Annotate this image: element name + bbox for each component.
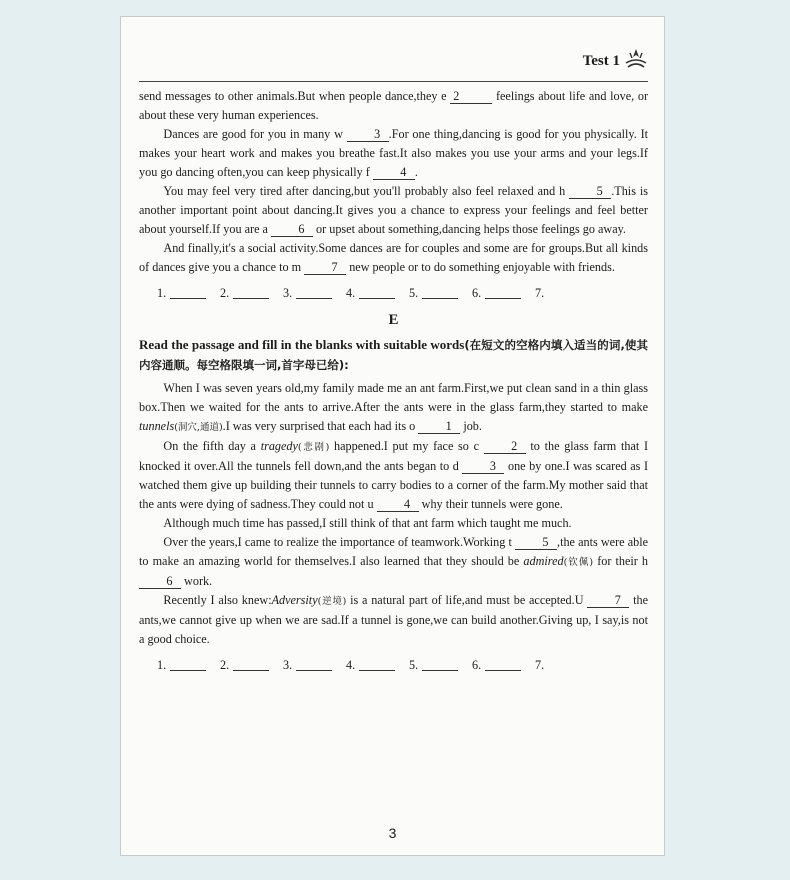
workbook-page <box>120 16 665 856</box>
section-e-instruction: Read the passage and fill in the blanks with suitable words(在短文的空格内填入适当的词,使其内容通顺。每空格限填一词,首字母已给): <box>139 337 649 372</box>
answer-slot[interactable]: 3. <box>283 656 346 675</box>
blank-6: 6 <box>271 222 313 237</box>
blank-7: 7 <box>587 593 629 608</box>
blank-3: 3 <box>347 127 389 142</box>
blank-3: 3 <box>462 459 504 474</box>
answer-slot[interactable]: 3. <box>283 284 346 303</box>
answer-slot[interactable]: 6. <box>472 284 535 303</box>
answer-slot[interactable]: 5. <box>409 656 472 675</box>
passage-e-paragraph-1: When I was seven years old,my family made me an ant farm.First,we put clean sand in a thin glass box.Then we waited for the ants to arrive.After the ants were in the glass farm,they started to make tunnels(洞穴,通道).I was very surprised that each had its o 1 job. <box>139 381 648 433</box>
answer-slot[interactable]: 4. <box>346 656 409 675</box>
passage-d-paragraph-2: Dances are good for you in many w 3 .For one thing,dancing is good for you physically. It makes your heart work and makes you breathe fast.It also makes you use your arms and your legs.If you go dancing often,you can keep physically f 4 . <box>139 127 649 179</box>
answer-slot[interactable]: 2. <box>220 656 283 675</box>
answer-slot[interactable]: 7. <box>535 286 545 300</box>
blank-1: 1 <box>418 419 460 434</box>
answer-row-d <box>139 284 648 303</box>
answer-slot[interactable]: 7. <box>535 658 545 672</box>
answer-slot[interactable]: 5. <box>409 284 472 303</box>
blank-5: 5 <box>569 184 611 199</box>
blank-4: 4 <box>373 165 415 180</box>
passage-e-paragraph-5: Recently I also knew:Adversity(逆境) is a natural part of life,and must be accepted.U 7 the ants,we cannot give up when we are sad.If a tunnel is gone,we can build another.Giving up, I say,is not a good choice. <box>139 593 648 646</box>
page-number: 3 <box>388 825 397 841</box>
answer-slot[interactable]: 2. <box>220 284 283 303</box>
answer-slot[interactable]: 1. <box>157 284 220 303</box>
answer-row-e <box>139 656 648 675</box>
passage-d-paragraph-3: You may feel very tired after dancing,but you'll probably also feel relaxed and h 5 .This is another important point about dancing.It gives you a chance to express your feelings and feel better about yourself.If you are a 6 or upset about something,dancing helps those feelings go away. <box>139 184 649 236</box>
passage-e-paragraph-3: Although much time has passed,I still think of that ant farm which taught me much. <box>163 516 572 530</box>
passage-d-paragraph-4: And finally,it's a social activity.Some dances are for couples and some are for groups.But all kinds of dances give you a chance to m 7 new people or to do something enjoyable with friends. <box>139 241 648 274</box>
page-header <box>139 47 648 82</box>
passage-e-paragraph-4: Over the years,I came to realize the importance of teamwork.Working t 5 ,the ants were able to make an amazing world for themselves.I also learned that they should be admired(钦佩) for their h 6 work. <box>139 535 648 588</box>
blank-4: 4 <box>377 497 419 512</box>
section-e-heading: E <box>388 312 399 328</box>
answer-slot[interactable]: 6. <box>472 656 535 675</box>
passage-d-paragraph-1: send messages to other animals.But when people dance,they e 2 feelings about life and love, or about these very human experiences. <box>139 89 649 122</box>
book-logo-icon <box>624 47 648 73</box>
passage-e-paragraph-2: On the fifth day a tragedy(悲剧) happened.I put my face so c 2 to the glass farm that I knocked it over.All the tunnels fell down,and the ants began to d 3 one by one.I was scared as I watched them give up building their tunnels to carry bodies to a corner of the farm.My mother said that the ants were dying of sadness.They could not u 4 why their tunnels were gone. <box>139 439 649 511</box>
blank-7: 7 <box>304 260 346 275</box>
answer-slot[interactable]: 4. <box>346 284 409 303</box>
blank-2: 2 <box>450 89 492 104</box>
blank-6: 6 <box>139 574 181 589</box>
blank-5: 5 <box>515 535 557 550</box>
page-body <box>139 87 648 681</box>
blank-2: 2 <box>484 439 526 454</box>
answer-slot[interactable]: 1. <box>157 656 220 675</box>
test-label: Test 1 <box>582 53 620 69</box>
